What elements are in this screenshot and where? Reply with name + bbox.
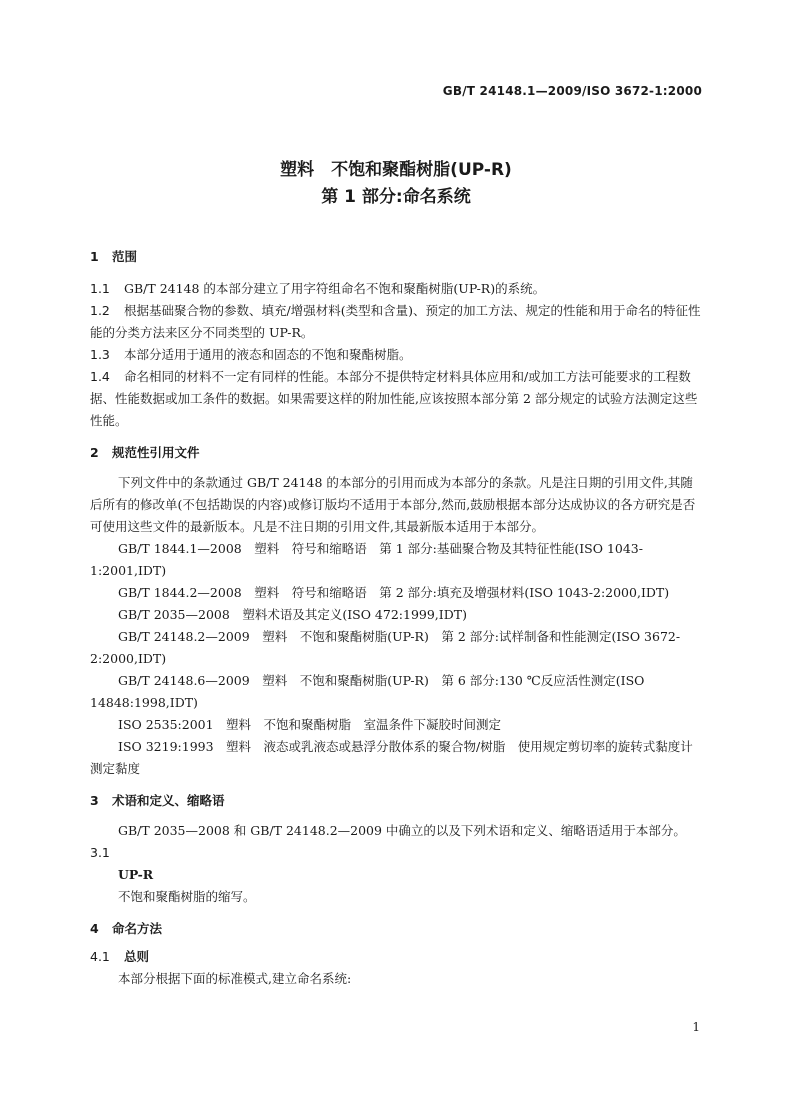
term-number: 3.1 (90, 845, 110, 860)
section-heading-1: 1 范围 (90, 249, 138, 264)
reference-item: ISO 2535:2001 塑料 不饱和聚酯树脂 室温条件下凝胶时间测定 (118, 717, 502, 732)
clause-1-1: 1.1 GB/T 24148 的本部分建立了用字符组命名不饱和聚酯树脂(UP-R)的系统。 (90, 281, 546, 296)
section-heading-4: 4 命名方法 (90, 921, 163, 936)
section-heading-2: 2 规范性引用文件 (90, 445, 200, 460)
document-body (90, 246, 704, 990)
clause-1-2: 1.2 根据基础聚合物的参数、填充/增强材料(类型和含量)、预定的加工方法、规定的性能和用于命名的特征性能的分类方法来区分不同类型的 UP-R。 (90, 303, 701, 340)
clause-1-3: 1.3 本部分适用于通用的液态和固态的不饱和聚酯树脂。 (90, 347, 412, 362)
reference-item: GB/T 1844.2—2008 塑料 符号和缩略语 第 2 部分:填充及增强材料(ISO 1043-2:2000,IDT) (118, 585, 670, 600)
normative-intro: 下列文件中的条款通过 GB/T 24148 的本部分的引用而成为本部分的条款。凡是注日期的引用文件,其随后所有的修改单(不包括勘误的内容)或修订版均不适用于本部分,然而,鼓励根据本部分达成协议的各方研究是否可使用这些文件的最新版本。凡是不注日期的引用文件,其最新版本适用于本部分。 (90, 475, 696, 534)
page-number: 1 (692, 1020, 700, 1034)
reference-item: GB/T 2035—2008 塑料术语及其定义(ISO 472:1999,IDT) (118, 607, 467, 622)
clause-1-4: 1.4 命名相同的材料不一定有同样的性能。本部分不提供特定材料具体应用和/或加工方法可能要求的工程数据、性能数据或加工条件的数据。如果需要这样的附加性能,应该按照本部分第 2 部分规定的试验方法测定这些性能。 (90, 369, 698, 428)
reference-item: GB/T 24148.2—2009 塑料 不饱和聚酯树脂(UP-R) 第 2 部分:试样制备和性能测定(ISO 3672-2:2000,IDT) (90, 629, 681, 666)
term-definition: 不饱和聚酯树脂的缩写。 (118, 889, 256, 904)
clause-4-1-heading: 4.1 总则 (90, 949, 150, 964)
section-heading-3: 3 术语和定义、缩略语 (90, 793, 225, 808)
doc-title-line1: 塑料 不饱和聚酯树脂(UP-R) (280, 160, 512, 180)
clause-4-1-text: 本部分根据下面的标准模式,建立命名系统: (118, 971, 352, 986)
reference-item: GB/T 1844.1—2008 塑料 符号和缩略语 第 1 部分:基础聚合物及其特征性能(ISO 1043-1:2001,IDT) (90, 541, 643, 578)
term-name: UP-R (118, 867, 154, 882)
standard-code: GB/T 24148.1—2009/ISO 3672-1:2000 (442, 84, 702, 98)
reference-item: ISO 3219:1993 塑料 液态或乳液态或悬浮分散体系的聚合物/树脂 使用规定剪切率的旋转式黏度计测定黏度 (90, 739, 693, 776)
reference-item: GB/T 24148.6—2009 塑料 不饱和聚酯树脂(UP-R) 第 6 部分:130 ℃反应活性测定(ISO 14848:1998,IDT) (90, 673, 645, 710)
doc-title-line2: 第 1 部分:命名系统 (321, 187, 471, 207)
terms-intro: GB/T 2035—2008 和 GB/T 24148.2—2009 中确立的以及下列术语和定义、缩略语适用于本部分。 (118, 823, 686, 838)
